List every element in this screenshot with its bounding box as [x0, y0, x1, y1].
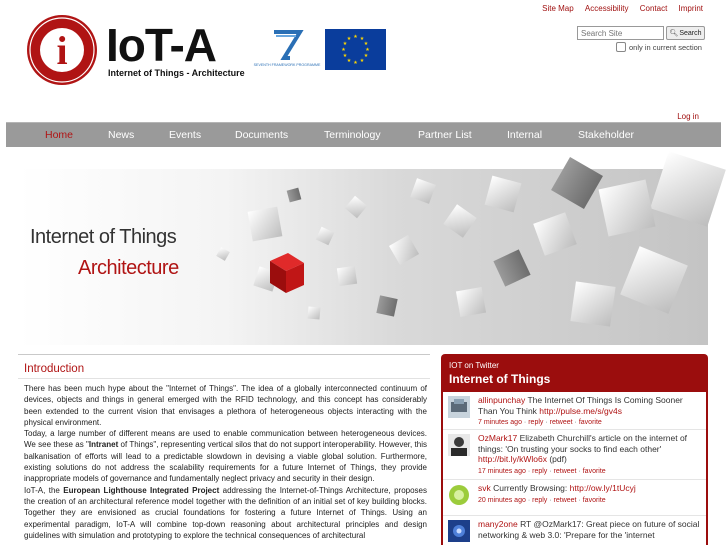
- intro-title: Introduction: [24, 363, 85, 375]
- search-input[interactable]: [577, 26, 664, 40]
- tweet-item: [443, 480, 706, 516]
- logo-letter: i: [56, 28, 68, 73]
- tweet-meta: 7 minutes ago · reply · retweet · favorite: [478, 419, 602, 426]
- tweet-user[interactable]: allinpunchay: [478, 395, 526, 405]
- nav-stakeholder[interactable]: Stakeholder: [578, 129, 635, 141]
- search-icon: 🔍︎: [669, 30, 679, 37]
- intro-intranet-bold: Intranet: [88, 440, 119, 450]
- nav-internal[interactable]: Internal: [507, 129, 543, 141]
- retweet-link[interactable]: retweet: [553, 467, 577, 475]
- tweet-text: [478, 395, 703, 429]
- eu-flag-icon: [325, 29, 386, 70]
- svg-text:★: ★: [353, 60, 358, 66]
- avatar[interactable]: [448, 396, 470, 418]
- nav-documents[interactable]: Documents: [235, 129, 289, 141]
- twitter-widget-label: IOT on Twitter: [449, 361, 499, 370]
- nav-news[interactable]: News: [108, 129, 135, 141]
- site-header: [0, 0, 727, 122]
- svg-text:★: ★: [363, 41, 369, 47]
- tweet-item: [443, 516, 706, 556]
- tweet-user[interactable]: many2one: [478, 519, 518, 529]
- tweet-body: The Internet Of Things Is Coming Sooner Than You Think: [478, 395, 683, 416]
- fp7-label: SEVENTH FRAMEWORK PROGRAMME: [253, 63, 321, 67]
- tweet-tail: (pdf): [546, 454, 567, 464]
- intro-body: [24, 383, 427, 541]
- tweet-link[interactable]: http://pulse.me/s/gv4s: [539, 405, 622, 416]
- site-title[interactable]: IoT-A: [106, 19, 216, 71]
- hero-banner: [18, 169, 708, 345]
- fp7-logo-icon: [253, 28, 321, 72]
- tweet-time[interactable]: 17 minutes ago: [478, 467, 526, 475]
- main-nav: [6, 122, 721, 147]
- svg-text:★: ★: [346, 58, 352, 64]
- tweet-item: [443, 392, 706, 430]
- current-section-label: only in current section: [629, 42, 702, 52]
- intro-lighthouse-bold: European Lighthouse Integrated Project: [63, 485, 220, 495]
- nav-events[interactable]: Events: [169, 129, 202, 141]
- intro-paragraph-3a: IoT-A, the: [24, 485, 64, 495]
- svg-text:★: ★: [359, 58, 365, 64]
- imprint-link[interactable]: Imprint: [678, 4, 703, 13]
- divider: [18, 354, 430, 355]
- login-link[interactable]: Log in: [677, 112, 699, 121]
- favorite-link[interactable]: favorite: [578, 419, 602, 426]
- banner-title: Internet of Things: [30, 226, 177, 248]
- current-section-option: [616, 42, 702, 52]
- site-subtitle: Internet of Things - Architecture: [108, 68, 245, 78]
- nav-partner-list[interactable]: Partner List: [418, 129, 472, 141]
- tweet-body: RT @OzMark17: Great piece on future of social networking & web 3.0: 'Prepare for the 'internet: [478, 519, 700, 540]
- current-section-checkbox[interactable]: [616, 42, 626, 52]
- tweet-meta: 17 minutes ago · reply · retweet · favorite: [478, 467, 606, 475]
- svg-text:★: ★: [353, 34, 358, 40]
- retweet-link[interactable]: retweet: [553, 496, 577, 504]
- tweet-user[interactable]: svk: [478, 483, 491, 493]
- retweet-link[interactable]: retweet: [549, 419, 573, 426]
- tweet-list: [443, 392, 706, 545]
- intro-paragraph-2c: of Things", representing vertical silos that do not support interoperability. However, this balkanisation of efforts will lead to a predictable slowdown in devising a viable global solution. Furthermore, existing solutions do not address the scalability requirements for a future Internet of Things, they provide inappropriate models of governance and fundamentally neglect privacy and security in their design.: [24, 440, 427, 484]
- tweet-item: [443, 430, 706, 480]
- tweet-link[interactable]: http://bit.ly/kWlo6x: [478, 454, 547, 464]
- tweet-time[interactable]: 20 minutes ago: [478, 496, 526, 504]
- contact-link[interactable]: Contact: [639, 4, 668, 13]
- favorite-link[interactable]: favorite: [582, 467, 606, 475]
- intro-paragraph-2a: Today, a large number of different means are used to enable communication between heterogeneous devices. We see these as ": [24, 429, 427, 450]
- tweet-link[interactable]: http://ow.ly/1tUcyj: [569, 483, 636, 493]
- tweet-body: Elizabeth Churchill's article on the internet of things: 'On trusting your socks to find each other': [478, 433, 688, 454]
- tweet-user[interactable]: OzMark17: [478, 433, 518, 443]
- svg-text:★: ★: [342, 53, 348, 59]
- tweet-text: [478, 519, 703, 540]
- tweet-meta: 20 minutes ago · reply · retweet · favorite: [478, 496, 606, 504]
- reply-link[interactable]: reply: [532, 496, 548, 504]
- intro-paragraph-1: There has been much hype about the "Internet of Things". The idea of a globally interconnected continuum of devices, objects and things in general emerged with the RFID technology, and this concept has considerably been extended to the current vision that envisages a plethora of heterogeneous objects interacting with the physical environment.: [24, 384, 427, 427]
- tweet-body: Currently Browsing:: [490, 483, 570, 493]
- tweet-text: [478, 483, 703, 506]
- svg-text:★: ★: [359, 36, 365, 42]
- iot-a-logo-icon[interactable]: [26, 14, 98, 86]
- svg-text:★: ★: [342, 41, 348, 47]
- search-button-label: Search: [679, 29, 702, 37]
- nav-home[interactable]: Home: [45, 129, 74, 141]
- avatar[interactable]: [448, 520, 470, 542]
- divider: [18, 378, 430, 379]
- avatar[interactable]: [448, 434, 470, 456]
- reply-link[interactable]: reply: [528, 419, 544, 426]
- favorite-link[interactable]: favorite: [582, 496, 606, 504]
- twitter-widget-title: Internet of Things: [449, 372, 551, 386]
- tweet-text: [478, 433, 703, 477]
- svg-text:★: ★: [341, 47, 346, 53]
- tweet-time[interactable]: 7 minutes ago: [478, 419, 522, 426]
- accessibility-link[interactable]: Accessibility: [584, 4, 629, 13]
- search-button[interactable]: [666, 26, 705, 40]
- top-links: [533, 4, 703, 13]
- intro-paragraph-3c: addressing the Internet-of-Things Architecture, proposes the creation of an architectural reference model together with the definition of an initial set of key building blocks. Together they are envisioned as crucial foundations for fostering a future Internet of Things. Using an experimental paradigm, IoT-A will combine top-down reasoning about architectural principles and design guidelines with simulation and prototyping to explore the technical consequences of architectural: [24, 485, 428, 540]
- banner-subtitle: Architecture: [78, 257, 179, 279]
- svg-text:★: ★: [363, 53, 369, 59]
- svg-text:★: ★: [365, 47, 370, 53]
- avatar[interactable]: [448, 484, 470, 506]
- reply-link[interactable]: reply: [532, 467, 548, 475]
- red-cube-icon: [270, 253, 304, 293]
- twitter-widget: [441, 354, 708, 545]
- svg-text:★: ★: [346, 36, 352, 42]
- intro-section: [18, 354, 430, 544]
- nav-terminology[interactable]: Terminology: [324, 129, 381, 141]
- sitemap-link[interactable]: Site Map: [542, 4, 574, 13]
